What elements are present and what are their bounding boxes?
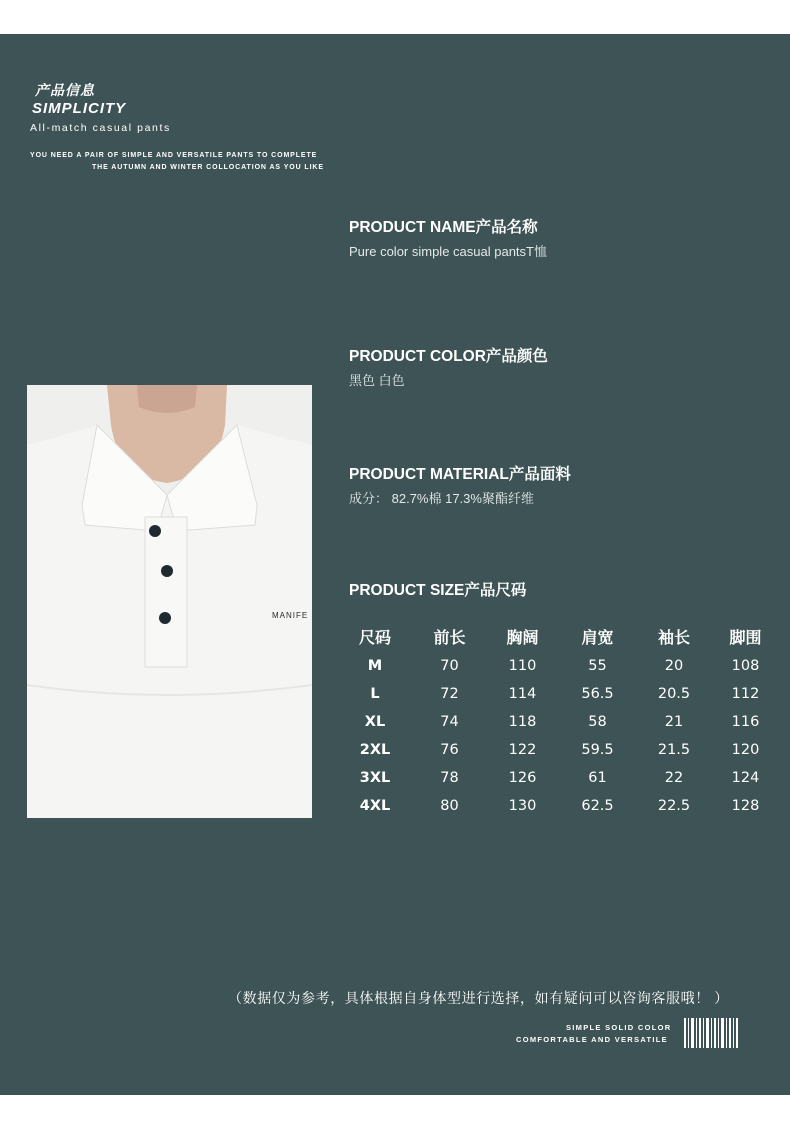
- size-label-cell: L: [370, 686, 380, 702]
- footer-tagline-2: COMFORTABLE AND VERSATILE: [516, 1035, 668, 1044]
- size-table-header: 肩宽: [581, 629, 614, 647]
- size-value-cell: 130: [508, 798, 537, 814]
- size-table-header: 胸阔: [506, 629, 539, 647]
- size-value-cell: 74: [440, 714, 459, 730]
- size-value-cell: 58: [588, 714, 607, 730]
- product-color-value: 黑色 白色: [349, 373, 405, 388]
- intro-tagline-1: YOU NEED A PAIR OF SIMPLE AND VERSATILE PANTS TO COMPLETE: [30, 152, 318, 159]
- size-value-cell: 21.5: [657, 742, 691, 758]
- size-value-cell: 110: [508, 658, 537, 674]
- size-table-header: 前长: [433, 629, 466, 647]
- product-name-value: Pure color simple casual pantsT恤: [349, 244, 547, 259]
- product-color-title: PRODUCT COLOR产品颜色: [349, 348, 548, 365]
- size-label-cell: 3XL: [359, 770, 391, 786]
- size-table: [337, 624, 779, 820]
- size-value-cell: 20: [664, 658, 684, 674]
- size-table-header: 脚围: [729, 629, 762, 647]
- size-value-cell: 114: [508, 686, 537, 702]
- intro-label-en: SIMPLICITY: [32, 100, 127, 117]
- product-name-title: PRODUCT NAME产品名称: [349, 219, 538, 236]
- size-value-cell: 22: [664, 770, 684, 786]
- size-value-cell: 118: [508, 714, 537, 730]
- product-size-title: PRODUCT SIZE产品尺码: [349, 582, 527, 599]
- size-note: （数据仅为参考，具体根据自身体型进行选择，如有疑问可以咨询客服哦！ ）: [228, 990, 729, 1006]
- size-value-cell: 124: [731, 770, 760, 786]
- size-value-cell: 70: [440, 658, 459, 674]
- size-value-cell: 112: [731, 686, 760, 702]
- intro-tagline-2: THE AUTUMN AND WINTER COLLOCATION AS YOU LIKE: [92, 164, 324, 171]
- size-label-cell: 2XL: [359, 742, 391, 758]
- polo-shirt-illustration: [27, 385, 312, 818]
- size-value-cell: 72: [440, 686, 459, 702]
- intro-label-cn: 产品信息: [35, 82, 95, 98]
- product-info-panel: [0, 34, 790, 1095]
- footer-tagline-1: SIMPLE SOLID COLOR: [566, 1023, 672, 1032]
- size-value-cell: 78: [440, 770, 459, 786]
- size-label-cell: 4XL: [359, 798, 391, 814]
- product-photo: [27, 385, 312, 818]
- size-value-cell: 76: [440, 742, 459, 758]
- size-value-cell: 56.5: [581, 686, 614, 702]
- size-value-cell: 55: [588, 658, 607, 674]
- size-value-cell: 116: [731, 714, 760, 730]
- size-label-cell: XL: [364, 714, 386, 730]
- size-value-cell: 62.5: [581, 798, 614, 814]
- size-value-cell: 126: [508, 770, 537, 786]
- shirt-logo-text: MANIFE: [272, 611, 309, 620]
- product-material-value: 成分： 82.7%棉 17.3%聚酯纤维: [349, 491, 534, 506]
- size-value-cell: 22.5: [657, 798, 691, 814]
- intro-subtitle: All-match casual pants: [30, 122, 171, 134]
- barcode-icon: [684, 1018, 738, 1048]
- size-value-cell: 120: [731, 742, 760, 758]
- size-value-cell: 108: [731, 658, 760, 674]
- size-value-cell: 21: [664, 714, 684, 730]
- size-table-header: 袖长: [657, 629, 690, 647]
- size-value-cell: 20.5: [657, 686, 691, 702]
- size-value-cell: 128: [731, 798, 760, 814]
- size-value-cell: 80: [440, 798, 459, 814]
- size-table-header: 尺码: [358, 629, 391, 647]
- product-material-title: PRODUCT MATERIAL产品面料: [349, 466, 571, 483]
- size-label-cell: M: [367, 658, 383, 674]
- size-value-cell: 122: [508, 742, 537, 758]
- size-value-cell: 59.5: [581, 742, 614, 758]
- size-value-cell: 61: [588, 770, 607, 786]
